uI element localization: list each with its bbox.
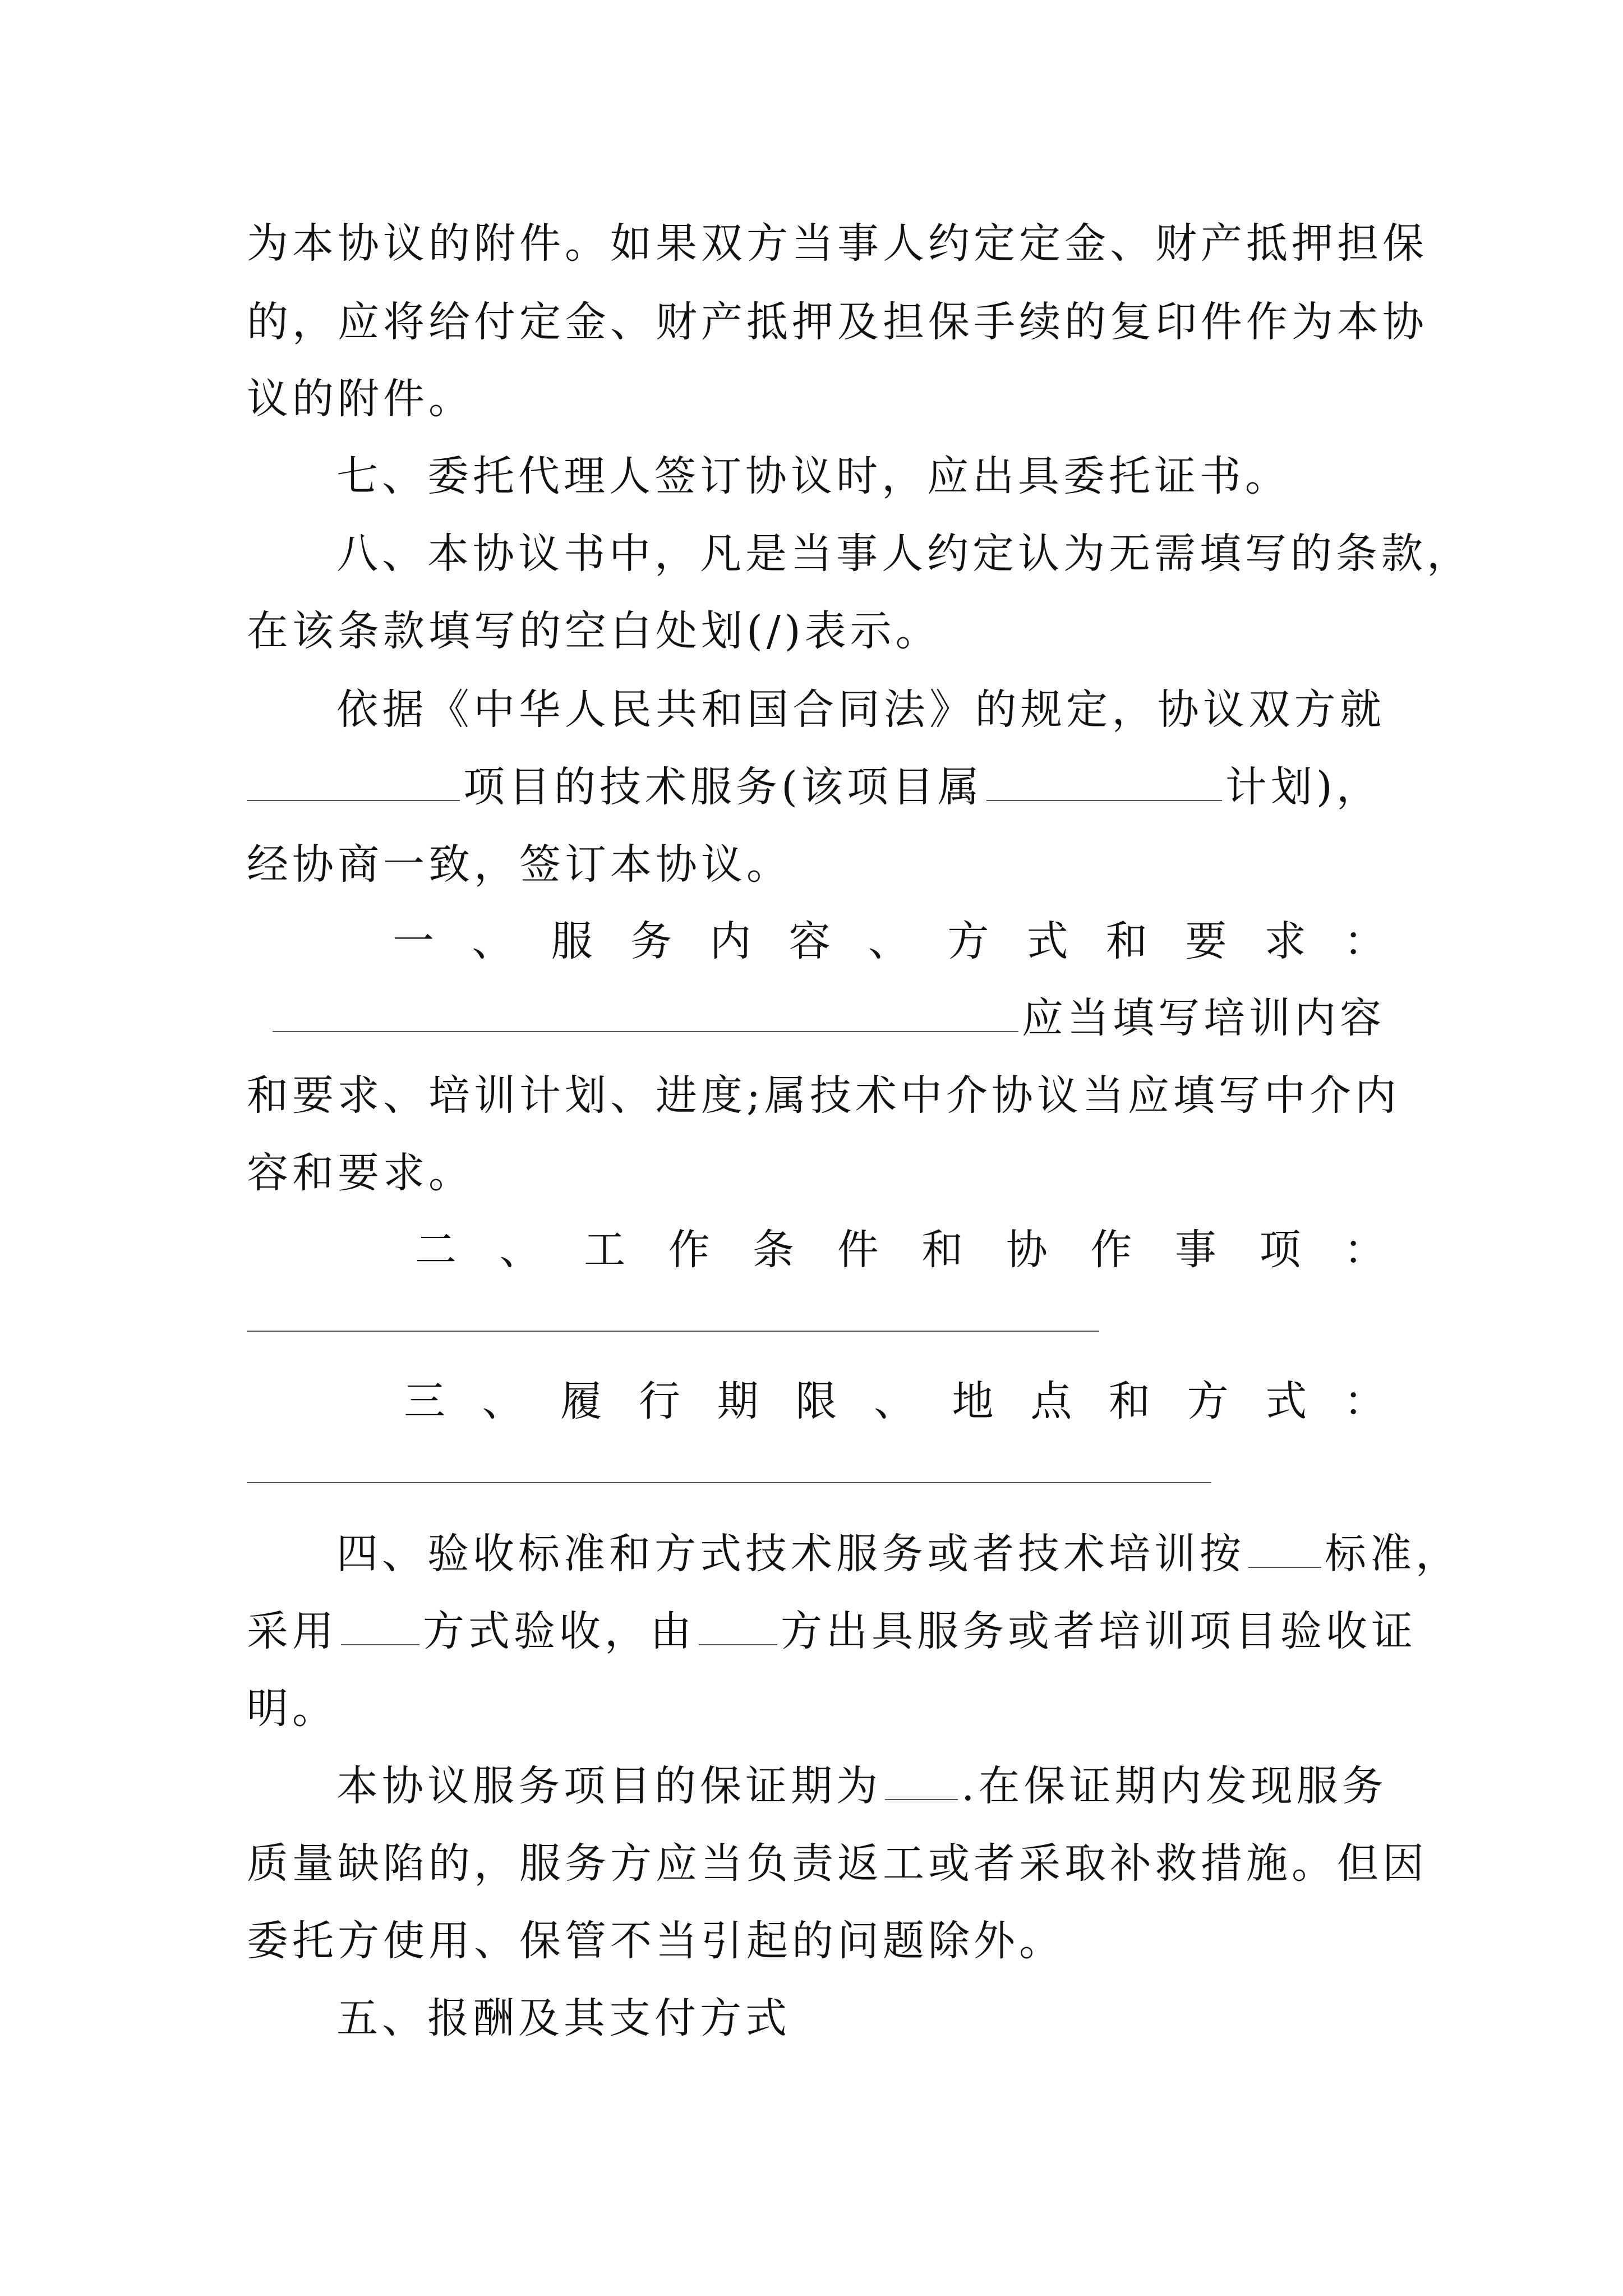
text-line: 为本协议的附件。如果双方当事人约定定金、财产抵押担保 (247, 219, 1428, 268)
section-four-line (336, 1515, 1461, 1593)
text-line: 明。 (247, 1685, 338, 1733)
service-line (247, 979, 1385, 1057)
text-fragment: 计划)， (1225, 763, 1382, 811)
text-line: 议的附件。 (247, 375, 474, 423)
text-line: 质量缺陷的，服务方应当负责返工或者采取补救措施。但因 (247, 1839, 1428, 1888)
text-fragment: 本协议服务项目的保证期为 (336, 1762, 882, 1810)
issuing-party-blank[interactable] (699, 1605, 777, 1645)
text-fragment: 应当填写培训内容 (1022, 994, 1385, 1042)
project-line (247, 748, 1385, 826)
text-line: 和要求、培训计划、进度;属技术中介协议当应填写中介内 (247, 1071, 1400, 1120)
section-heading-one: 一、服务内容、方式和要求： (393, 917, 1385, 965)
section-heading-five: 五、报酬及其支付方式 (336, 1994, 791, 2042)
service-content-blank[interactable] (273, 992, 1018, 1032)
acceptance-line (247, 1592, 1417, 1671)
text-line: 在该条款填写的空白处划(/)表示。 (247, 607, 941, 655)
text-fragment: .在保证期内发现服务 (961, 1762, 1387, 1810)
section-heading-three: 三、履行期限、地点和方式： (404, 1377, 1385, 1425)
preamble: 依据《中华人民共和国合同法》的规定，协议双方就 (336, 685, 1385, 734)
text-line: 经协商一致，签订本协议。 (247, 840, 792, 889)
text-line: 委托方使用、保管不当引起的问题除外。 (247, 1917, 1064, 1965)
warranty-line (336, 1747, 1385, 1825)
text-line: 的，应将给付定金、财产抵押及担保手续的复印件作为本协 (247, 298, 1428, 346)
section-heading-two: 二、工作条件和协作事项： (415, 1226, 1385, 1274)
text-fragment: 标准， (1325, 1530, 1461, 1578)
term-place-blank[interactable] (247, 1482, 1211, 1483)
clause-seven: 七、委托代理人签订协议时，应出具委托证书。 (336, 452, 1290, 500)
clause-eight: 八、本协议书中，凡是当事人约定认为无需填写的条款， (336, 530, 1472, 578)
plan-name-blank[interactable] (986, 761, 1222, 801)
project-name-blank[interactable] (247, 761, 460, 801)
work-conditions-blank[interactable] (247, 1331, 1099, 1332)
text-fragment: 四、验收标准和方式技术服务或者技术培训按 (336, 1530, 1245, 1578)
text-fragment: 方式验收，由 (423, 1607, 695, 1655)
standard-blank[interactable] (1248, 1527, 1321, 1568)
text-fragment: 采用 (247, 1607, 338, 1655)
acceptance-method-blank[interactable] (341, 1605, 419, 1645)
text-line: 容和要求。 (247, 1149, 474, 1197)
text-fragment: 项目的技术服务(该项目属 (463, 763, 983, 811)
text-fragment: 方出具服务或者培训项目验收证 (781, 1607, 1417, 1655)
warranty-period-blank[interactable] (885, 1760, 958, 1800)
